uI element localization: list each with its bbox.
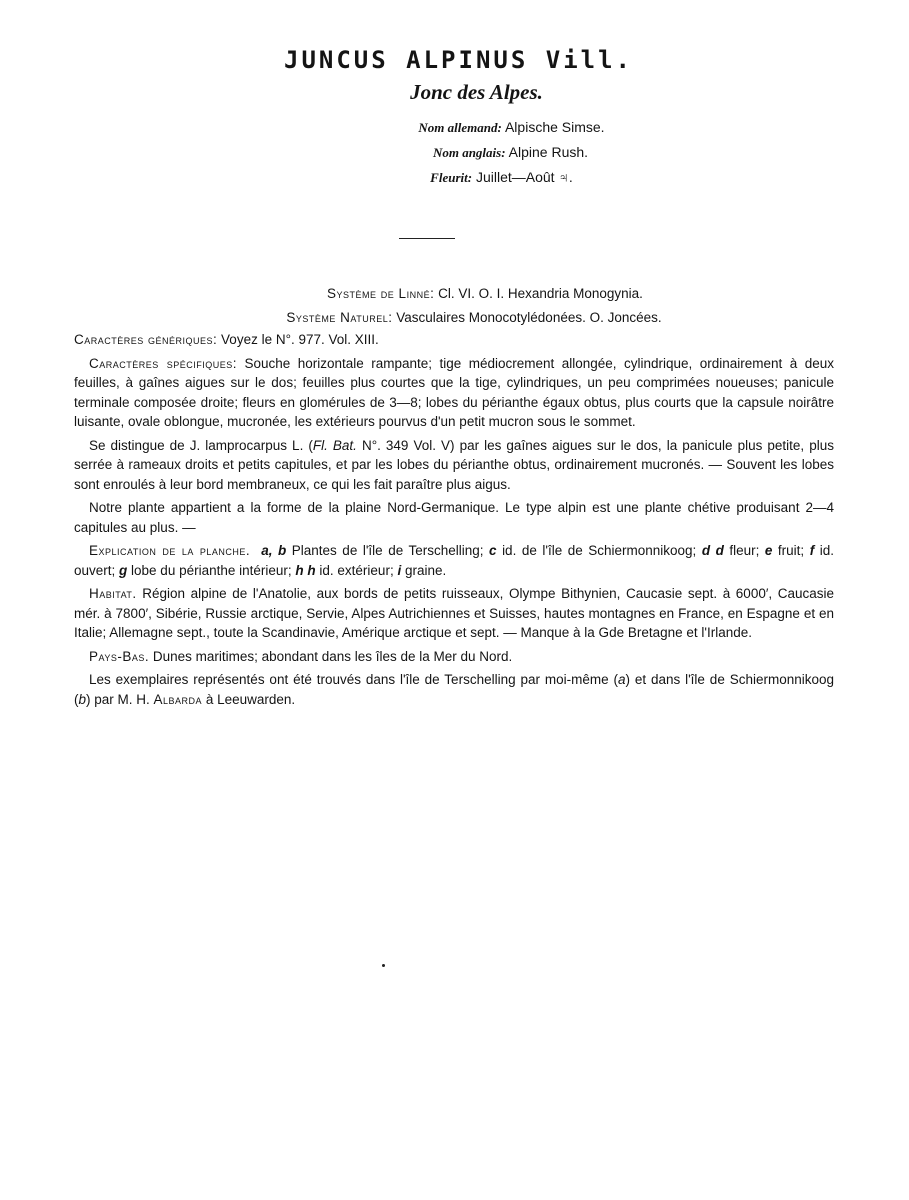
name-german-value: Alpische Simse. <box>504 119 605 135</box>
specific-characters <box>74 354 834 432</box>
generic-characters <box>74 330 834 350</box>
specimens-text-3: ) par M. H. <box>86 691 154 707</box>
ink-speck <box>382 964 385 967</box>
specimens-ref-b: b <box>78 691 87 707</box>
habitat-label: Habitat. <box>89 586 137 601</box>
generic-characters-label: Caractères génériques: <box>74 332 218 347</box>
name-german-row <box>0 115 909 140</box>
flowering-row <box>0 165 909 190</box>
distinction-paragraph <box>74 436 834 495</box>
habitat-paragraph <box>74 584 834 643</box>
plate-key-text: fleur; <box>723 543 765 558</box>
plate-key-text: id. extérieur; <box>315 562 398 578</box>
form-note-paragraph: Notre plante appartient a la forme de la plaine Nord-Germanique. Le type alpin est une plante chétive produisant 2—4 capitules au plus. — <box>74 500 834 535</box>
plate-key: f <box>809 543 815 558</box>
collector-name: Albarda <box>153 691 203 707</box>
specimens-paragraph <box>74 670 834 709</box>
distinction-text-1: Se distingue de J. lamprocarpus L. ( <box>89 437 313 453</box>
specimens-text-1: Les exemplaires représentés ont été trouvés dans l'île de Terschelling par moi-même ( <box>89 672 618 687</box>
name-english-row <box>0 140 909 165</box>
plate-explanation-label: Explication de la planche. <box>89 543 251 558</box>
specimens-text-4: à Leeuwarden. <box>202 691 296 707</box>
description-body <box>74 284 834 709</box>
habitat-value: Région alpine de l'Anatolie, aux bords de petits ruisseaux, Olympe Bithynien, Caucasie sept. à 6000′, Caucasie mér. à 7800′, Sibérie, Russie arctique, Servie, Alpes Autrichiennes et Suisses, hautes montagnes en France, en Espagne et en Italie; Allemagne sept., toute la Scandinavie, Amérique arctique et sept. — Manque à la Gde Bretagne et l'Irlande. <box>74 586 834 640</box>
plate-key-text: graine. <box>401 562 447 578</box>
netherlands-label: Pays-Bas. <box>89 648 150 664</box>
specific-characters-label: Caractères spécifiques: <box>89 355 237 371</box>
page-subtitle: Jonc des Alpes. <box>410 80 543 104</box>
divider <box>399 238 455 239</box>
plate-key: a, b <box>261 543 287 558</box>
plate-key: c <box>489 543 497 558</box>
plate-key: i <box>397 562 402 578</box>
system-naturel-label: Système Naturel: <box>286 309 393 325</box>
system-naturel <box>74 308 834 328</box>
plate-key: e <box>764 543 773 558</box>
system-linne <box>74 284 834 304</box>
plate-key-text: id. de l'île de Schiermonnikoog; <box>496 543 702 558</box>
generic-characters-value: Voyez le N°. 977. Vol. XIII. <box>221 332 379 347</box>
plate-key-text: lobe du périanthe intérieur; <box>127 562 296 578</box>
distinction-text-2: N°. 349 Vol. V) par les gaînes aigues sur le dos, la panicule plus petite, plus serrée à rameaux droits et petits capitules, et par les lobes du périanthe obtus, ordinairement mucronés. — Souvent les lobes sont enroulés à leur bord membraneux, ce qui les fait paraître plus aigus. <box>74 437 834 492</box>
common-names <box>0 115 909 190</box>
flowering-label: Fleurit: <box>430 170 473 185</box>
system-linne-label: Système de Linné: <box>327 286 435 301</box>
name-english-label: Nom anglais: <box>432 145 506 160</box>
plate-key-text: id. ouvert; <box>74 543 834 578</box>
name-german-label: Nom allemand: <box>418 120 502 135</box>
specimens-ref-a: a <box>617 672 626 687</box>
netherlands-value: Dunes maritimes; abondant dans les îles de la Mer du Nord. <box>152 648 513 664</box>
plate-key: d d <box>701 543 724 558</box>
header <box>0 46 909 190</box>
plate-key-text: fruit; <box>772 543 810 558</box>
name-english-value: Alpine Rush. <box>508 144 589 160</box>
system-naturel-value: Vasculaires Monocotylédonées. O. Joncées. <box>396 309 662 325</box>
specific-characters-value: Souche horizontale rampante; tige médiocrement allongée, cylindrique, ordinairement à deux feuilles, à gaînes aigues sur le dos; feuilles plus courtes que la tige, cylindriques, un peu comprimées noueuses; panicule terminale composée droite; fleurs en glomérules de 3—8; lobes du périanthe égaux obtus, plus courts que la capsule noirâtre luisante, ovale oblongue, mucronée, les extérieurs pourvus d'un petit mucron sous le sommet. <box>74 355 834 429</box>
specimens-text-2: ) et dans l'île de Schiermonnikoog ( <box>74 672 835 707</box>
plate-key: g <box>119 562 128 578</box>
flowering-value: Juillet—Août ♃. <box>475 169 573 185</box>
netherlands-paragraph <box>74 647 834 667</box>
system-linne-value: Cl. VI. O. I. Hexandria Monogynia. <box>438 286 643 301</box>
plate-explanation <box>74 541 834 580</box>
distinction-reference: Fl. Bat. <box>312 437 357 453</box>
page-title: JUNCUS ALPINUS Vill. <box>284 46 633 74</box>
plate-key: h h <box>295 562 316 578</box>
plate-key-text: Plantes de l'île de Terschelling; <box>286 543 490 558</box>
